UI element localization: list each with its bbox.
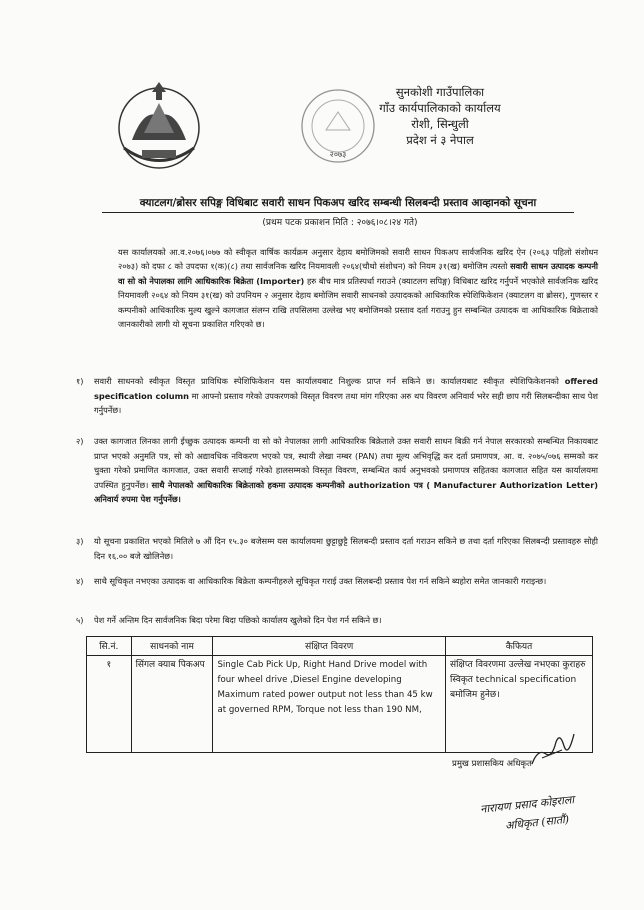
intro-text-bold: सवारी साधन उत्पादक कम्पनी वा सो को नेपालका लागि आधिकारिक बिक्रेता (Importer) (118, 261, 598, 286)
item-text: उक्त कागजात लिनका लागी ईच्छुक उत्पादक कम्पनी वा सो को नेपालका लागी आधिकारिक बिक्रेताले उक्त सवारी साधन बिक्री गर्न नेपाल सरकारको सम्बन्धित निकायबाट प्राप्त भएको अनुमति पत्र, सो को अद्यावधिक नविकरण भएको पत्र, स्थायी लेखा नम्बर (PAN) तथा मूल्य अभिवृद्धि कर दर्ता प्रमाणपत्र, आ. व. २०७५/०७६ सम्मको कर चुक्ता गरेको प्रमाणित कागजात, उक्त सवारी सप्लाई गरेको हालसम्मको विस्तृत विवरण, सम्बन्धित कार्य अनुभवको प्रमाणपत्र सहितका कागजात सहित यस कार्यालयमा उपस्थित हुनुपर्नेछ। (94, 436, 598, 490)
item-number: ५) (76, 615, 84, 625)
handwritten-signature (528, 728, 578, 768)
list-item (76, 613, 598, 628)
intro-text-a: यस कार्यालयको आ.व.२०७६।०७७ को स्वीकृत वार्षिक कार्यक्रम अनुसार देहाय बमोजिमको सवारी साधन पिकअप सार्वजनिक खरिद ऐन (२०६३ पहिलो संशोधन २०७३) को दफा ८ को उपदफा १(क)(८) तथा सार्वजनिक खरिद नियमावली २०६४(चौथो संशोधन) को नियम ३१(ख) बमोजिम त्यस्तो (118, 247, 598, 272)
header-line-2: गाँउ कार्यपालिकाको कार्यालय (379, 101, 501, 115)
title-underline (102, 212, 574, 213)
cell-remarks: संक्षिप्त विवरणमा उल्लेख नभएका कुराहरु स्विकृत technical specification बमोजिम हुनेछ। (446, 656, 593, 753)
item-number: ३) (76, 536, 84, 546)
list-item (76, 574, 598, 589)
table-header-row (87, 637, 593, 656)
item-text: पेश गर्ने अन्तिम दिन सार्वजनिक बिदा परेमा बिदा पछिको कार्यालय खुलेको दिन पेश गर्न सकिने छ। (94, 615, 382, 625)
column-header-remarks: कैफियत (446, 637, 593, 656)
cell-name: सिंगल क्याब पिकअप (131, 656, 213, 753)
seal-year: २०७३ (329, 150, 347, 159)
notice-title: क्याटलग/ब्रोसर सपिङ्ग विधिबाट सवारी साधन पिकअप खरिद सम्बन्धी सिलबन्दी प्रस्ताव आव्हानको सूचना (139, 197, 537, 209)
publication-date: (प्रथम पटक प्रकाशन मिति : २०७६।०८।२४ गते) (262, 218, 418, 228)
header-line-1: सुनकोशी गाउँपालिका (395, 85, 485, 99)
item-text-bold: साथै नेपालको आधिकारिक बिक्रेताको हकमा उत्पादक कम्पनीको authorization पत्र ( Manufacturer Authorization Letter) अनिवार्य रुपमा पेश गर्नुपर्नेछ। (94, 479, 598, 504)
header-line-4: प्रदेश नं ३ नेपाल (406, 133, 474, 147)
item-text: यो सूचना प्रकाशित भएको मितिले ७ औं दिन १५.३० बजेसम्म यस कार्यालयमा छुट्टाछुट्टै सिलबन्दी प्रस्ताव दर्ता गराउन सकिने छ तथा दर्ता गरिएका सिलबन्दी प्रस्तावहरु सोही दिन १६.०० बजे खोलिनेछ। (94, 536, 598, 561)
item-text-end: मा आफ्नो प्रस्ताव गरेको उपकरणको विस्तृत विवरण तथा मांग गरिएका अरु थप विवरण अनिवार्य भरेर सही छाप गरी सिलबन्दीका साथ पेश गर्नुपर्नेछ। (94, 390, 598, 415)
column-header-name: साधनको नाम (131, 637, 213, 656)
signatory-name: नारायण प्रसाद कोइराला (479, 793, 575, 816)
specification-table (86, 636, 593, 753)
list-item (76, 534, 598, 563)
cell-description: Single Cab Pick Up, Right Hand Drive model with four wheel drive ,Diesel Engine developing Maximum rated power output not less than 45 kw at governed RPM, Torque not less than 190 NM, (213, 656, 446, 753)
item-text: सवारी साधनको स्वीकृत विस्तृत प्राविधिक स्पेशिफिकेशन यस कार्यालयबाट निशुल्क प्राप्त गर्न सकिने छ। कार्यालयबाट स्वीकृत स्पेशिफिकेशनको (94, 376, 565, 386)
item-text: साथै सूचिकृत नभएका उत्पादक वा आधिकारिक बिक्रेता कम्पनीहरुले सूचिकृत गराई उक्त सिलबन्दी प्रस्ताव पेश गर्न सकिने ब्यहोरा समेत जानकारी गराइन्छ। (94, 576, 547, 586)
office-header (270, 84, 610, 148)
cell-sn: १ (87, 656, 132, 753)
signatory-post: अधिकृत (सातौं) (504, 812, 570, 833)
list-item (76, 374, 598, 418)
table-row (87, 656, 593, 753)
item-number: ४) (76, 576, 84, 586)
nepal-emblem-icon (104, 78, 214, 178)
list-item (76, 434, 598, 507)
item-number: १) (76, 376, 84, 386)
header-line-3: रोशी, सिन्धुली (411, 117, 469, 131)
item-text-bold: offered specification column (94, 376, 598, 401)
column-header-sn: सि.नं. (87, 637, 132, 656)
intro-text-b: हरु बीच मात्र प्रतिस्पर्धा गराउने (क्याटलग सपिङ्ग) विधिबाट खरिद गर्नुपर्ने भएकोले सार्वजनिक खरिद नियमावली २०६४ को नियम ३१(ख) को उपनियम २ अनुसार देहाय बमोजिम सवारी साधनको उत्पादकको आधिकारिक स्पेशिफिकेशन (क्याटलग वा ब्रोसर), गुणस्तर र कम्पनीको आधिकारिक मुल्य खुल्ने कागजात संलग्न राखि तपसिलमा उल्लेख भए बमोजिमको प्रस्ताव दर्ता गराउनु हुन सम्बन्धित उत्पादक वा आधिकारिक बिक्रेताको जानकारीको लागी यो सूचना प्रकाशित गरिएको छ। (118, 275, 598, 330)
signatory-label: प्रमुख प्रशासकिय अधिकृत (452, 759, 532, 769)
column-header-description: संक्षिप्त विवरण (213, 637, 446, 656)
item-number: २) (76, 436, 84, 446)
intro-paragraph (118, 245, 598, 331)
